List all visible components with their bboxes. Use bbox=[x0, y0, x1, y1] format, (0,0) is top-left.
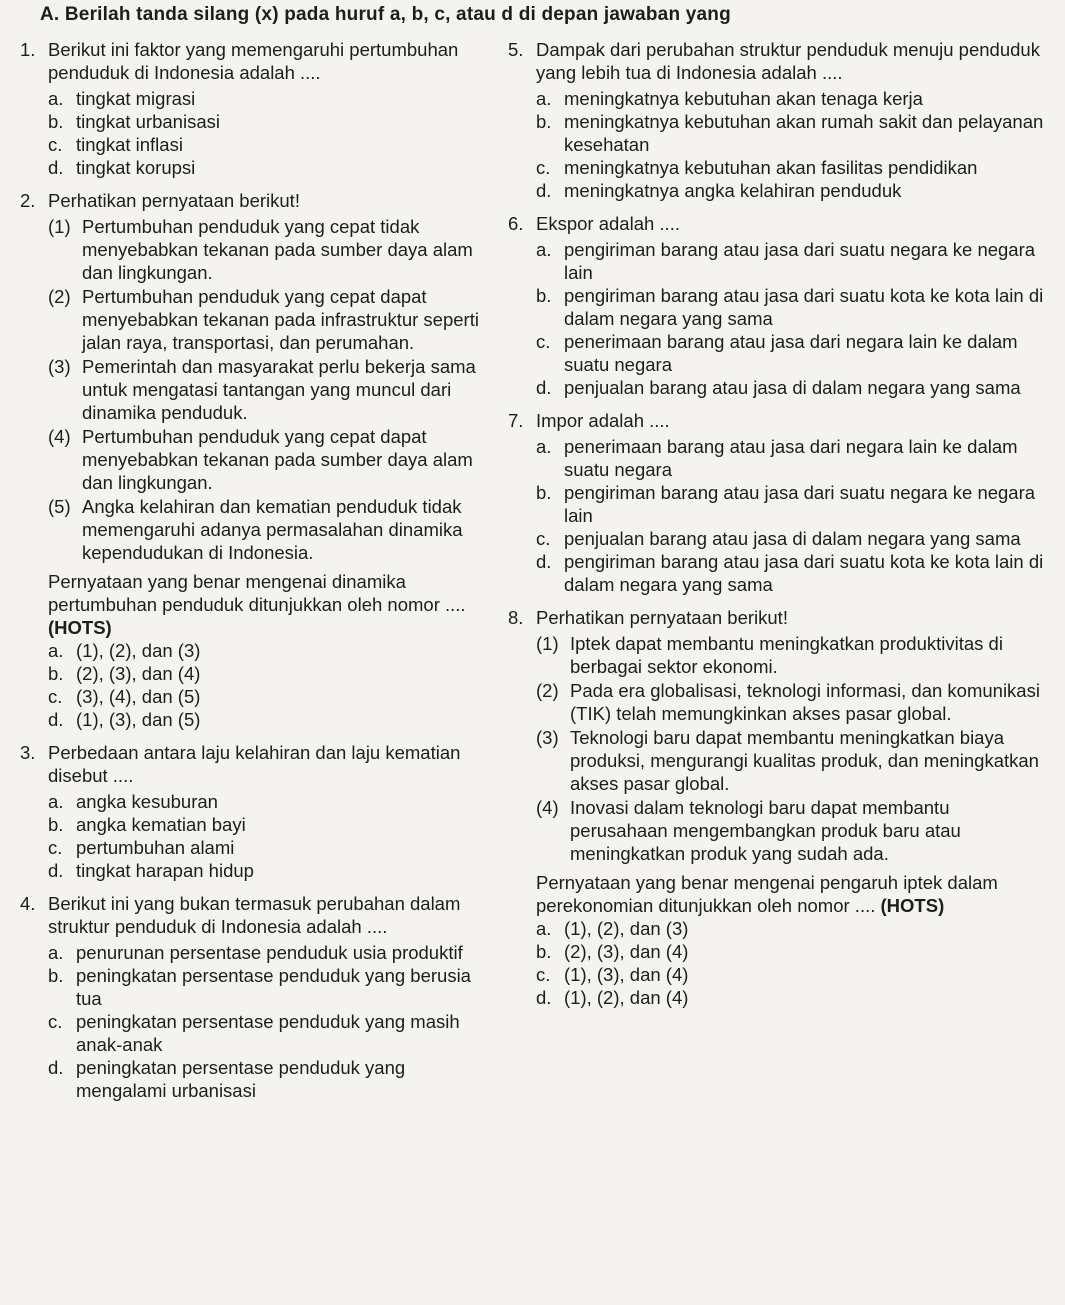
option-b[interactable] bbox=[536, 940, 1048, 963]
option-c[interactable] bbox=[48, 133, 498, 156]
question-conclusion bbox=[536, 871, 1048, 917]
option-text: meningkatnya kebutuhan akan rumah sakit dan pelayanan kesehatan bbox=[564, 111, 1044, 155]
option-letter: a. bbox=[536, 88, 552, 109]
option-text: tingkat inflasi bbox=[76, 134, 183, 155]
option-letter: b. bbox=[536, 482, 552, 503]
option-d[interactable] bbox=[48, 1056, 498, 1102]
statement-5 bbox=[48, 495, 498, 564]
statement-text: Inovasi dalam teknologi baru dapat membantu perusahaan mengembangkan produk baru atau meningkatkan produk yang sudah ada. bbox=[570, 797, 961, 864]
question-number: 2. bbox=[20, 190, 36, 211]
option-d[interactable] bbox=[536, 550, 1048, 596]
option-a[interactable] bbox=[48, 639, 498, 662]
option-letter: a. bbox=[48, 791, 64, 812]
question-8 bbox=[508, 606, 1048, 1009]
option-letter: a. bbox=[48, 942, 64, 963]
statement-number: (3) bbox=[536, 727, 559, 748]
option-letter: b. bbox=[536, 111, 552, 132]
option-text: (1), (2), dan (3) bbox=[76, 640, 201, 661]
option-text: (1), (3), dan (5) bbox=[76, 709, 201, 730]
question-number: 4. bbox=[20, 893, 36, 914]
hots-label: (HOTS) bbox=[880, 895, 945, 916]
option-a[interactable] bbox=[48, 941, 498, 964]
option-c[interactable] bbox=[48, 1010, 498, 1056]
option-a[interactable] bbox=[536, 435, 1048, 481]
option-a[interactable] bbox=[48, 790, 498, 813]
option-d[interactable] bbox=[48, 859, 498, 882]
statement-text: Pertumbuhan penduduk yang cepat tidak menyebabkan tekanan pada sumber daya alam dan lingkungan. bbox=[82, 216, 473, 283]
option-letter: c. bbox=[48, 1011, 63, 1032]
question-5 bbox=[508, 38, 1048, 202]
option-letter: c. bbox=[536, 964, 551, 985]
option-text: tingkat korupsi bbox=[76, 157, 196, 178]
question-number: 5. bbox=[508, 39, 524, 60]
option-letter: d. bbox=[536, 987, 552, 1008]
option-text: (3), (4), dan (5) bbox=[76, 686, 201, 707]
option-text: (1), (3), dan (4) bbox=[564, 964, 689, 985]
question-7 bbox=[508, 409, 1048, 596]
option-c[interactable] bbox=[48, 685, 498, 708]
option-c[interactable] bbox=[536, 527, 1048, 550]
option-letter: c. bbox=[48, 837, 63, 858]
option-letter: c. bbox=[48, 134, 63, 155]
option-letter: b. bbox=[536, 285, 552, 306]
option-letter: a. bbox=[536, 239, 552, 260]
option-a[interactable] bbox=[48, 87, 498, 110]
option-letter: b. bbox=[48, 814, 64, 835]
option-letter: c. bbox=[536, 331, 551, 352]
option-b[interactable] bbox=[48, 110, 498, 133]
option-letter: d. bbox=[536, 377, 552, 398]
option-text: penjualan barang atau jasa di dalam negara yang sama bbox=[564, 377, 1021, 398]
option-text: peningkatan persentase penduduk yang mengalami urbanisasi bbox=[76, 1057, 406, 1101]
option-b[interactable] bbox=[536, 284, 1048, 330]
option-letter: b. bbox=[48, 663, 64, 684]
left-column bbox=[20, 38, 498, 1102]
statement-number: (4) bbox=[536, 797, 559, 818]
question-2 bbox=[20, 189, 498, 731]
option-text: pertumbuhan alami bbox=[76, 837, 235, 858]
option-letter: d. bbox=[48, 709, 64, 730]
option-letter: b. bbox=[48, 965, 64, 986]
option-letter: a. bbox=[48, 88, 64, 109]
option-letter: a. bbox=[536, 918, 552, 939]
option-text: (2), (3), dan (4) bbox=[564, 941, 689, 962]
option-d[interactable] bbox=[48, 708, 498, 731]
option-text: tingkat migrasi bbox=[76, 88, 196, 109]
statement-number: (2) bbox=[536, 680, 559, 701]
option-letter: a. bbox=[536, 436, 552, 457]
statement-1 bbox=[536, 632, 1048, 678]
option-d[interactable] bbox=[536, 376, 1048, 399]
conclusion-text: Pernyataan yang benar mengenai dinamika pertumbuhan penduduk ditunjukkan oleh nomor .... bbox=[48, 571, 466, 615]
option-text: peningkatan persentase penduduk yang masih anak-anak bbox=[76, 1011, 460, 1055]
option-text: angka kematian bayi bbox=[76, 814, 246, 835]
statement-text: Pemerintah dan masyarakat perlu bekerja sama untuk mengatasi tantangan yang muncul dari dinamika penduduk. bbox=[82, 356, 476, 423]
question-stem: Berikut ini faktor yang memengaruhi pertumbuhan penduduk di Indonesia adalah .... bbox=[48, 39, 459, 83]
option-letter: b. bbox=[536, 941, 552, 962]
statement-3 bbox=[536, 726, 1048, 795]
option-text: meningkatnya kebutuhan akan tenaga kerja bbox=[564, 88, 923, 109]
question-number: 7. bbox=[508, 410, 524, 431]
question-6 bbox=[508, 212, 1048, 399]
option-letter: d. bbox=[48, 157, 64, 178]
question-conclusion bbox=[48, 570, 498, 639]
option-text: meningkatnya kebutuhan akan fasilitas pendidikan bbox=[564, 157, 978, 178]
option-a[interactable] bbox=[536, 238, 1048, 284]
option-b[interactable] bbox=[48, 662, 498, 685]
question-4 bbox=[20, 892, 498, 1102]
option-letter: a. bbox=[48, 640, 64, 661]
question-stem: Perhatikan pernyataan berikut! bbox=[48, 190, 300, 211]
option-c[interactable] bbox=[48, 836, 498, 859]
option-text: angka kesuburan bbox=[76, 791, 218, 812]
option-b[interactable] bbox=[536, 110, 1048, 156]
statement-text: Teknologi baru dapat membantu meningkatkan biaya produksi, mengurangi kualitas produk, dan meningkatkan akses pasar global. bbox=[570, 727, 1039, 794]
statement-3 bbox=[48, 355, 498, 424]
statement-4 bbox=[48, 425, 498, 494]
statement-2 bbox=[536, 679, 1048, 725]
option-letter: d. bbox=[536, 551, 552, 572]
statement-1 bbox=[48, 215, 498, 284]
option-letter: c. bbox=[536, 157, 551, 178]
option-text: penerimaan barang atau jasa dari negara lain ke dalam suatu negara bbox=[564, 331, 1018, 375]
statement-number: (3) bbox=[48, 356, 71, 377]
option-letter: d. bbox=[48, 860, 64, 881]
question-number: 8. bbox=[508, 607, 524, 628]
statement-text: Iptek dapat membantu meningkatkan produktivitas di berbagai sektor ekonomi. bbox=[570, 633, 1003, 677]
option-text: tingkat harapan hidup bbox=[76, 860, 254, 881]
question-number: 6. bbox=[508, 213, 524, 234]
right-column bbox=[508, 38, 1048, 1009]
question-stem: Impor adalah .... bbox=[536, 410, 670, 431]
option-text: (2), (3), dan (4) bbox=[76, 663, 201, 684]
question-1 bbox=[20, 38, 498, 179]
question-number: 3. bbox=[20, 742, 36, 763]
statement-text: Pertumbuhan penduduk yang cepat dapat menyebabkan tekanan pada infrastruktur seperti jalan raya, transportasi, dan perumahan. bbox=[82, 286, 479, 353]
statement-number: (1) bbox=[536, 633, 559, 654]
option-text: (1), (2), dan (4) bbox=[564, 987, 689, 1008]
option-d[interactable] bbox=[536, 179, 1048, 202]
option-letter: d. bbox=[536, 180, 552, 201]
option-text: penurunan persentase penduduk usia produktif bbox=[76, 942, 463, 963]
option-b[interactable] bbox=[536, 481, 1048, 527]
option-text: pengiriman barang atau jasa dari suatu kota ke kota lain di dalam negara yang sama bbox=[564, 285, 1044, 329]
option-letter: b. bbox=[48, 111, 64, 132]
option-a[interactable] bbox=[536, 87, 1048, 110]
statement-text: Pada era globalisasi, teknologi informasi, dan komunikasi (TIK) telah memungkinkan akses pasar global. bbox=[570, 680, 1040, 724]
option-text: peningkatan persentase penduduk yang berusia tua bbox=[76, 965, 471, 1009]
statement-2 bbox=[48, 285, 498, 354]
option-c[interactable] bbox=[536, 963, 1048, 986]
option-letter: c. bbox=[536, 528, 551, 549]
option-text: pengiriman barang atau jasa dari suatu negara ke negara lain bbox=[564, 239, 1036, 283]
statement-text: Pertumbuhan penduduk yang cepat dapat menyebabkan tekanan pada sumber daya alam dan lingkungan. bbox=[82, 426, 473, 493]
statement-number: (4) bbox=[48, 426, 71, 447]
section-instruction: A. Berilah tanda silang (x) pada huruf a, b, c, atau d di depan jawaban yang bbox=[40, 4, 731, 25]
statement-number: (1) bbox=[48, 216, 71, 237]
option-text: meningkatnya angka kelahiran penduduk bbox=[564, 180, 902, 201]
option-text: penjualan barang atau jasa di dalam negara yang sama bbox=[564, 528, 1021, 549]
statement-number: (2) bbox=[48, 286, 71, 307]
option-c[interactable] bbox=[536, 330, 1048, 376]
option-text: pengiriman barang atau jasa dari suatu kota ke kota lain di dalam negara yang sama bbox=[564, 551, 1044, 595]
statement-number: (5) bbox=[48, 496, 71, 517]
statement-text: Angka kelahiran dan kematian penduduk tidak memengaruhi adanya permasalahan dinamika kependudukan di Indonesia. bbox=[82, 496, 463, 563]
option-letter: c. bbox=[48, 686, 63, 707]
question-stem: Berikut ini yang bukan termasuk perubahan dalam struktur penduduk di Indonesia adalah .... bbox=[48, 893, 461, 937]
option-text: pengiriman barang atau jasa dari suatu negara ke negara lain bbox=[564, 482, 1036, 526]
option-letter: d. bbox=[48, 1057, 64, 1078]
option-b[interactable] bbox=[48, 813, 498, 836]
option-text: penerimaan barang atau jasa dari negara lain ke dalam suatu negara bbox=[564, 436, 1018, 480]
statement-4 bbox=[536, 796, 1048, 865]
question-stem: Ekspor adalah .... bbox=[536, 213, 680, 234]
question-stem: Dampak dari perubahan struktur penduduk menuju penduduk yang lebih tua di Indonesia adalah .... bbox=[536, 39, 1040, 83]
option-c[interactable] bbox=[536, 156, 1048, 179]
hots-label: (HOTS) bbox=[48, 617, 112, 638]
question-stem: Perbedaan antara laju kelahiran dan laju kematian disebut .... bbox=[48, 742, 461, 786]
option-a[interactable] bbox=[536, 917, 1048, 940]
option-d[interactable] bbox=[536, 986, 1048, 1009]
conclusion-text: Pernyataan yang benar mengenai pengaruh iptek dalam perekonomian ditunjukkan oleh nomor .... bbox=[536, 872, 998, 916]
option-text: tingkat urbanisasi bbox=[76, 111, 220, 132]
option-text: (1), (2), dan (3) bbox=[564, 918, 689, 939]
question-number: 1. bbox=[20, 39, 36, 60]
question-stem: Perhatikan pernyataan berikut! bbox=[536, 607, 788, 628]
option-d[interactable] bbox=[48, 156, 498, 179]
question-3 bbox=[20, 741, 498, 882]
option-b[interactable] bbox=[48, 964, 498, 1010]
